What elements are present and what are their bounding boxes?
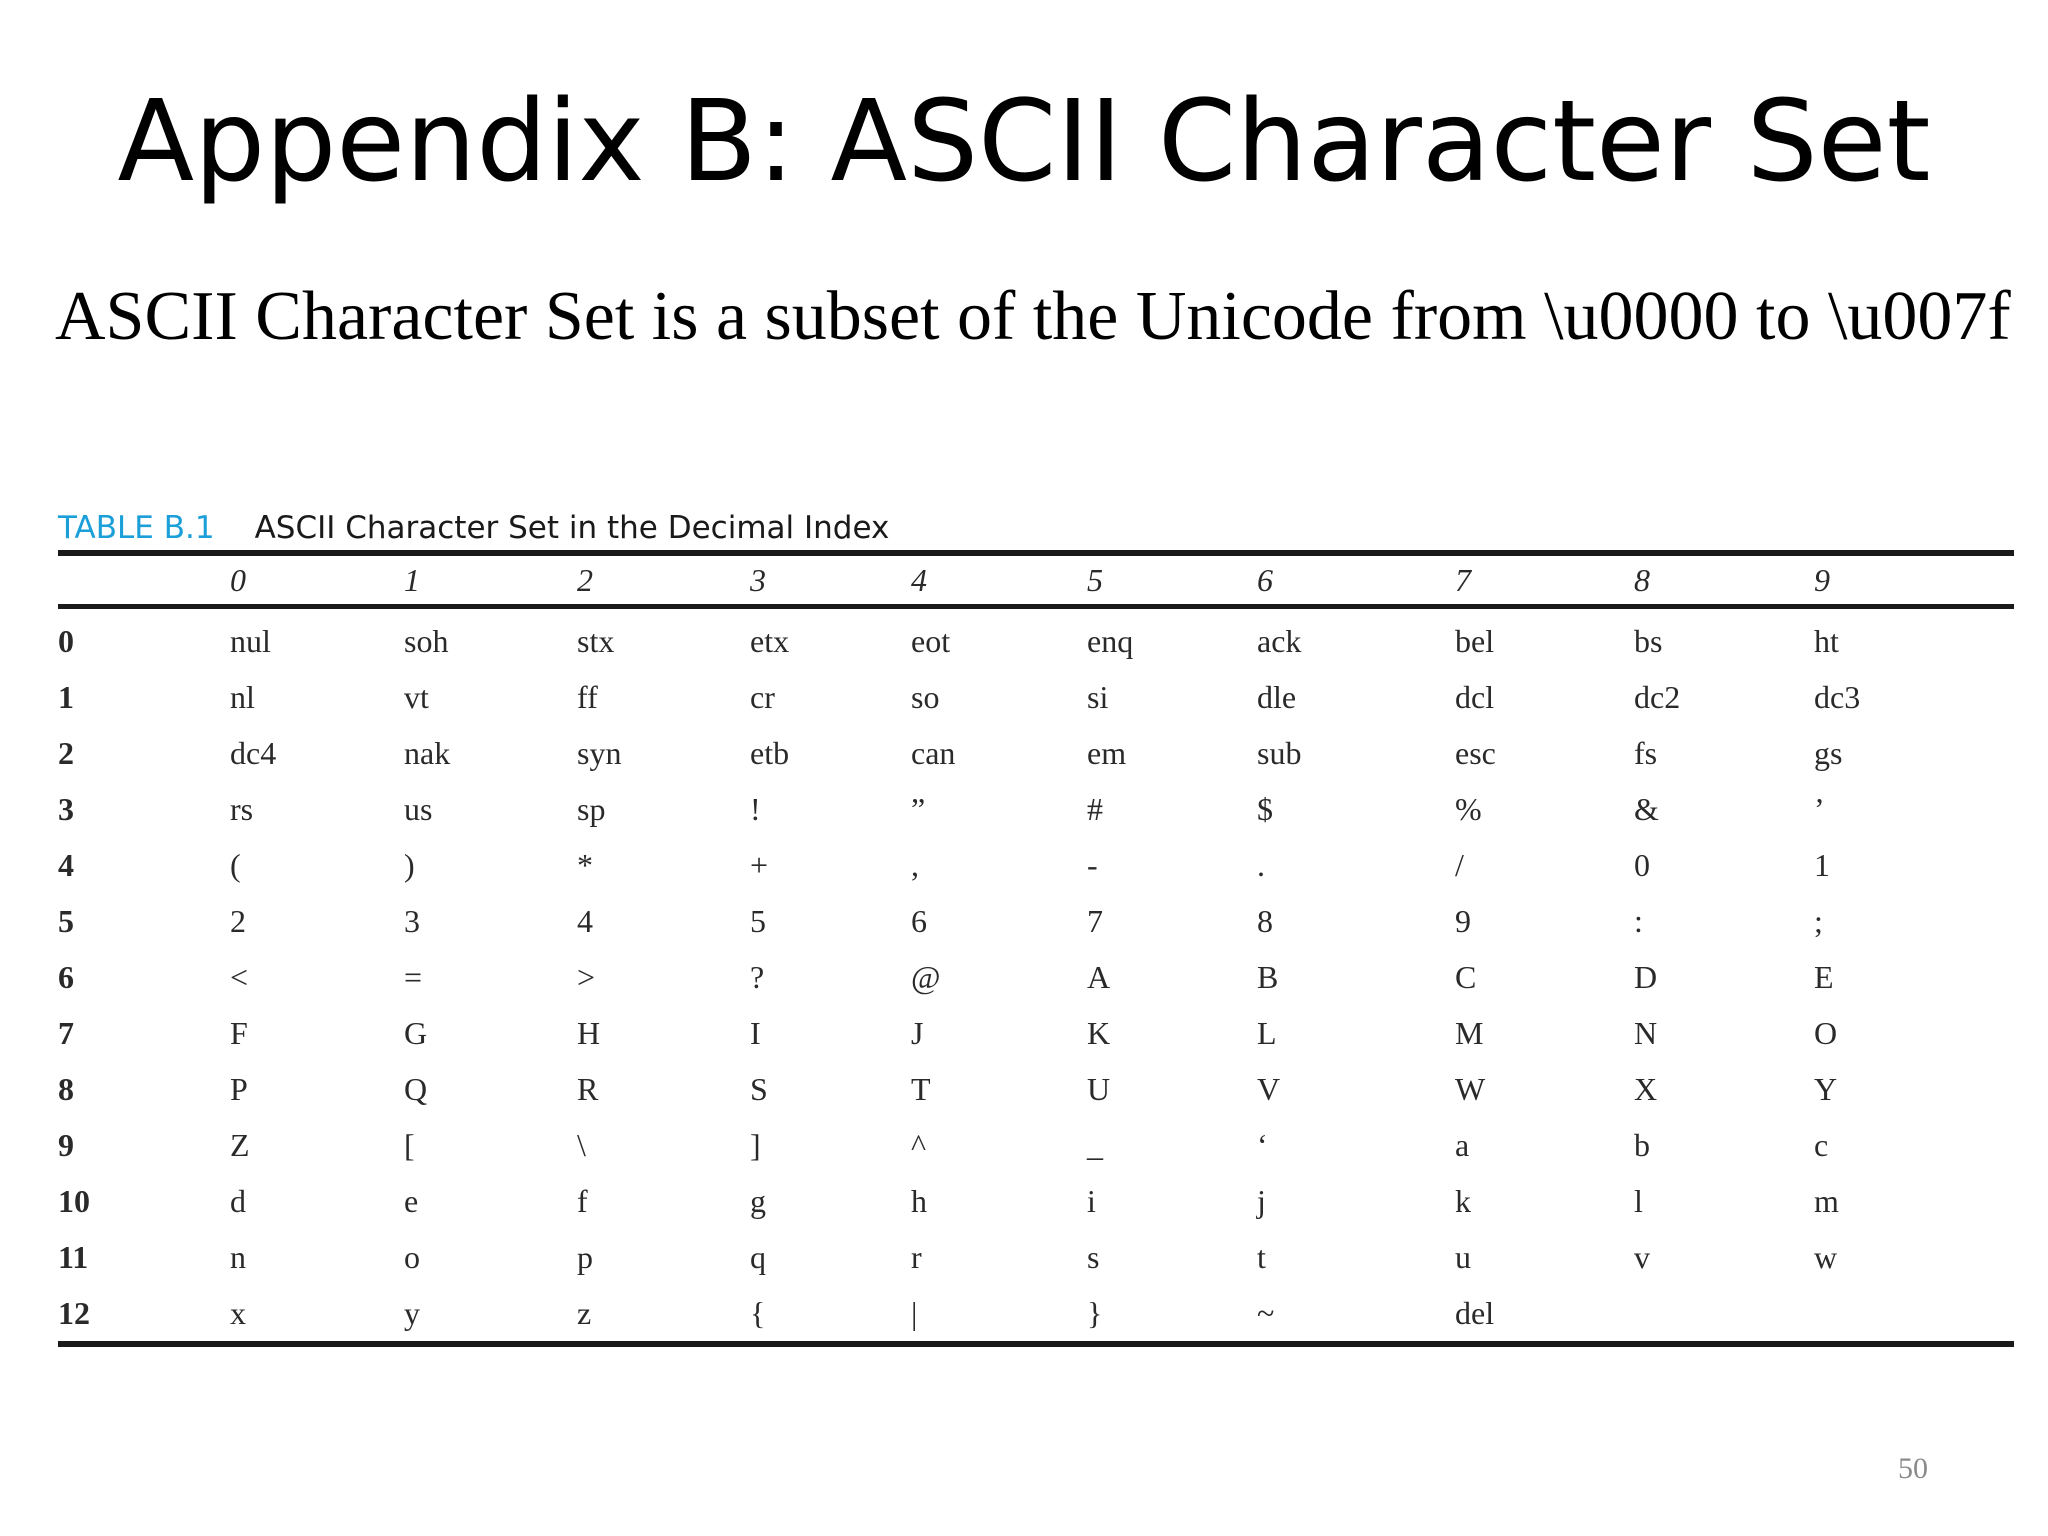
table-cell: u <box>1455 1238 1471 1275</box>
table-cell: g <box>750 1182 766 1219</box>
table-row <box>58 725 2014 781</box>
table-cell: bs <box>1634 622 1663 659</box>
column-header: 9 <box>1814 553 2014 607</box>
column-header: 0 <box>230 553 404 607</box>
table-cell: Y <box>1814 1070 1838 1107</box>
table-cell: X <box>1634 1070 1658 1107</box>
table-cell: em <box>1087 734 1127 771</box>
table-cell: enq <box>1087 622 1134 659</box>
table-cell: cr <box>750 678 775 715</box>
table-row <box>58 949 2014 1005</box>
row-header: 12 <box>58 1294 90 1331</box>
ascii-table <box>58 550 2014 1347</box>
table-cell: # <box>1087 790 1103 827</box>
table-cell: sp <box>577 790 606 827</box>
table-cell: R <box>577 1070 599 1107</box>
table-cell: o <box>404 1238 420 1275</box>
table-cell: B <box>1257 958 1279 995</box>
row-header: 4 <box>58 846 74 883</box>
table-cell: 1 <box>1814 846 1830 883</box>
table-cell: ; <box>1814 902 1823 939</box>
table-cell: stx <box>577 622 615 659</box>
table-cell <box>1634 1285 1814 1344</box>
column-header: 3 <box>750 553 911 607</box>
table-cell: esc <box>1455 734 1496 771</box>
table-cell: M <box>1455 1014 1484 1051</box>
table-cell: 9 <box>1455 902 1471 939</box>
table-cell: S <box>750 1070 768 1107</box>
table-cell: nul <box>230 622 271 659</box>
table-cell: ” <box>911 790 926 827</box>
column-header: 5 <box>1087 553 1257 607</box>
table-corner-cell <box>58 553 230 607</box>
table-cell: w <box>1814 1238 1838 1275</box>
table-cell: ! <box>750 790 761 827</box>
table-cell: b <box>1634 1126 1650 1163</box>
table-caption-tag: TABLE B.1 <box>58 510 215 546</box>
table-row <box>58 781 2014 837</box>
table-cell: O <box>1814 1014 1838 1051</box>
table-cell: 7 <box>1087 902 1103 939</box>
row-header: 1 <box>58 678 74 715</box>
table-cell: syn <box>577 734 622 771</box>
table-cell: l <box>1634 1182 1643 1219</box>
table-caption-text: ASCII Character Set in the Decimal Index <box>254 510 890 546</box>
table-cell: x <box>230 1294 246 1331</box>
row-header: 10 <box>58 1182 90 1219</box>
table-cell: c <box>1814 1126 1829 1163</box>
column-header: 1 <box>404 553 577 607</box>
table-cell: : <box>1634 902 1643 939</box>
table-cell: p <box>577 1238 593 1275</box>
table-cell: + <box>750 846 769 883</box>
table-cell: ) <box>404 846 415 883</box>
table-cell: r <box>911 1238 922 1275</box>
table-cell: ‘ <box>1257 1126 1268 1163</box>
table-cell: P <box>230 1070 248 1107</box>
row-header: 5 <box>58 902 74 939</box>
row-header: 11 <box>58 1238 89 1275</box>
table-cell: 3 <box>404 902 420 939</box>
table-cell: etb <box>750 734 790 771</box>
table-cell: > <box>577 958 596 995</box>
table-cell: k <box>1455 1182 1471 1219</box>
table-cell: dc4 <box>230 734 277 771</box>
table-cell: ht <box>1814 622 1839 659</box>
column-header: 7 <box>1455 553 1634 607</box>
ascii-table-container <box>58 550 2014 1347</box>
row-header: 0 <box>58 622 74 659</box>
table-cell: etx <box>750 622 790 659</box>
table-cell: z <box>577 1294 592 1331</box>
table-cell: H <box>577 1014 601 1051</box>
table-cell: i <box>1087 1182 1096 1219</box>
table-cell: ff <box>577 678 598 715</box>
table-cell: 2 <box>230 902 246 939</box>
table-cell: J <box>911 1014 924 1051</box>
table-cell: vt <box>404 678 429 715</box>
table-cell: can <box>911 734 956 771</box>
table-cell: si <box>1087 678 1109 715</box>
table-cell: fs <box>1634 734 1658 771</box>
table-row <box>58 893 2014 949</box>
table-cell: y <box>404 1294 420 1331</box>
table-row <box>58 1061 2014 1117</box>
table-cell: dc3 <box>1814 678 1861 715</box>
slide-title: Appendix B: ASCII Character Set <box>117 77 1931 207</box>
table-cell: [ <box>404 1126 415 1163</box>
table-cell: dcl <box>1455 678 1495 715</box>
table-cell: @ <box>911 958 941 995</box>
column-header: 4 <box>911 553 1087 607</box>
row-header: 9 <box>58 1126 74 1163</box>
table-caption <box>58 508 889 548</box>
table-cell: t <box>1257 1238 1266 1275</box>
table-cell: sub <box>1257 734 1302 771</box>
table-cell: s <box>1087 1238 1100 1275</box>
table-cell: L <box>1257 1014 1277 1051</box>
table-cell: U <box>1087 1070 1111 1107</box>
table-cell: d <box>230 1182 246 1219</box>
table-cell: f <box>577 1182 588 1219</box>
table-header-row <box>58 553 2014 607</box>
slide-subtitle: ASCII Character Set is a subset of the Unicode from \u0000 to \u007f <box>55 278 2011 355</box>
table-cell: = <box>404 958 423 995</box>
table-cell: eot <box>911 622 951 659</box>
table-cell: 8 <box>1257 902 1273 939</box>
table-cell: n <box>230 1238 246 1275</box>
table-cell: _ <box>1087 1126 1103 1163</box>
table-row <box>58 1005 2014 1061</box>
table-cell: us <box>404 790 433 827</box>
table-cell: T <box>911 1070 931 1107</box>
table-cell: F <box>230 1014 248 1051</box>
table-cell: v <box>1634 1238 1650 1275</box>
table-cell: A <box>1087 958 1111 995</box>
table-cell: } <box>1087 1294 1103 1331</box>
column-header: 8 <box>1634 553 1814 607</box>
table-cell: * <box>577 846 593 883</box>
table-cell: G <box>404 1014 428 1051</box>
table-cell: so <box>911 678 940 715</box>
table-cell: ? <box>750 958 765 995</box>
table-cell: e <box>404 1182 419 1219</box>
table-body <box>58 607 2014 1345</box>
table-cell: ’ <box>1814 790 1825 827</box>
table-cell: N <box>1634 1014 1658 1051</box>
table-cell: - <box>1087 846 1098 883</box>
table-cell: 4 <box>577 902 593 939</box>
table-cell: < <box>230 958 249 995</box>
table-cell: { <box>750 1294 766 1331</box>
table-row <box>58 1229 2014 1285</box>
table-cell: I <box>750 1014 761 1051</box>
table-cell: m <box>1814 1182 1839 1219</box>
table-cell: E <box>1814 958 1834 995</box>
table-cell: Z <box>230 1126 250 1163</box>
table-row <box>58 607 2014 670</box>
table-cell: dle <box>1257 678 1297 715</box>
row-header: 8 <box>58 1070 74 1107</box>
table-cell: $ <box>1257 790 1273 827</box>
table-cell: V <box>1257 1070 1281 1107</box>
column-header: 6 <box>1257 553 1455 607</box>
table-cell: | <box>911 1294 918 1331</box>
table-cell: bel <box>1455 622 1495 659</box>
table-row <box>58 1285 2014 1344</box>
table-cell: Q <box>404 1070 428 1107</box>
column-header: 2 <box>577 553 750 607</box>
table-cell: q <box>750 1238 766 1275</box>
row-header: 6 <box>58 958 74 995</box>
table-cell: ~ <box>1257 1294 1275 1331</box>
table-cell: gs <box>1814 734 1843 771</box>
table-cell: / <box>1455 846 1464 883</box>
table-row <box>58 1117 2014 1173</box>
table-row <box>58 837 2014 893</box>
table-cell: C <box>1455 958 1477 995</box>
table-cell: \ <box>577 1126 586 1163</box>
table-cell <box>1814 1285 2014 1344</box>
table-cell: j <box>1257 1182 1266 1219</box>
table-cell: dc2 <box>1634 678 1681 715</box>
table-cell: ack <box>1257 622 1302 659</box>
table-cell: , <box>911 846 919 883</box>
table-cell: ^ <box>911 1126 927 1163</box>
table-cell: K <box>1087 1014 1111 1051</box>
table-cell: nl <box>230 678 255 715</box>
table-cell: 0 <box>1634 846 1650 883</box>
table-cell: 6 <box>911 902 927 939</box>
table-row <box>58 669 2014 725</box>
table-cell: nak <box>404 734 451 771</box>
table-cell: h <box>911 1182 927 1219</box>
table-cell: ] <box>750 1126 761 1163</box>
table-cell: soh <box>404 622 449 659</box>
row-header: 7 <box>58 1014 74 1051</box>
row-header: 2 <box>58 734 74 771</box>
table-cell: . <box>1257 846 1265 883</box>
table-cell: & <box>1634 790 1659 827</box>
table-cell: 5 <box>750 902 766 939</box>
table-cell: W <box>1455 1070 1486 1107</box>
table-cell: rs <box>230 790 254 827</box>
table-cell: del <box>1455 1294 1495 1331</box>
table-cell: D <box>1634 958 1658 995</box>
table-cell: ( <box>230 846 241 883</box>
table-row <box>58 1173 2014 1229</box>
page-number: 50 <box>1898 1452 1928 1485</box>
table-cell: a <box>1455 1126 1470 1163</box>
row-header: 3 <box>58 790 74 827</box>
table-cell: % <box>1455 790 1482 827</box>
